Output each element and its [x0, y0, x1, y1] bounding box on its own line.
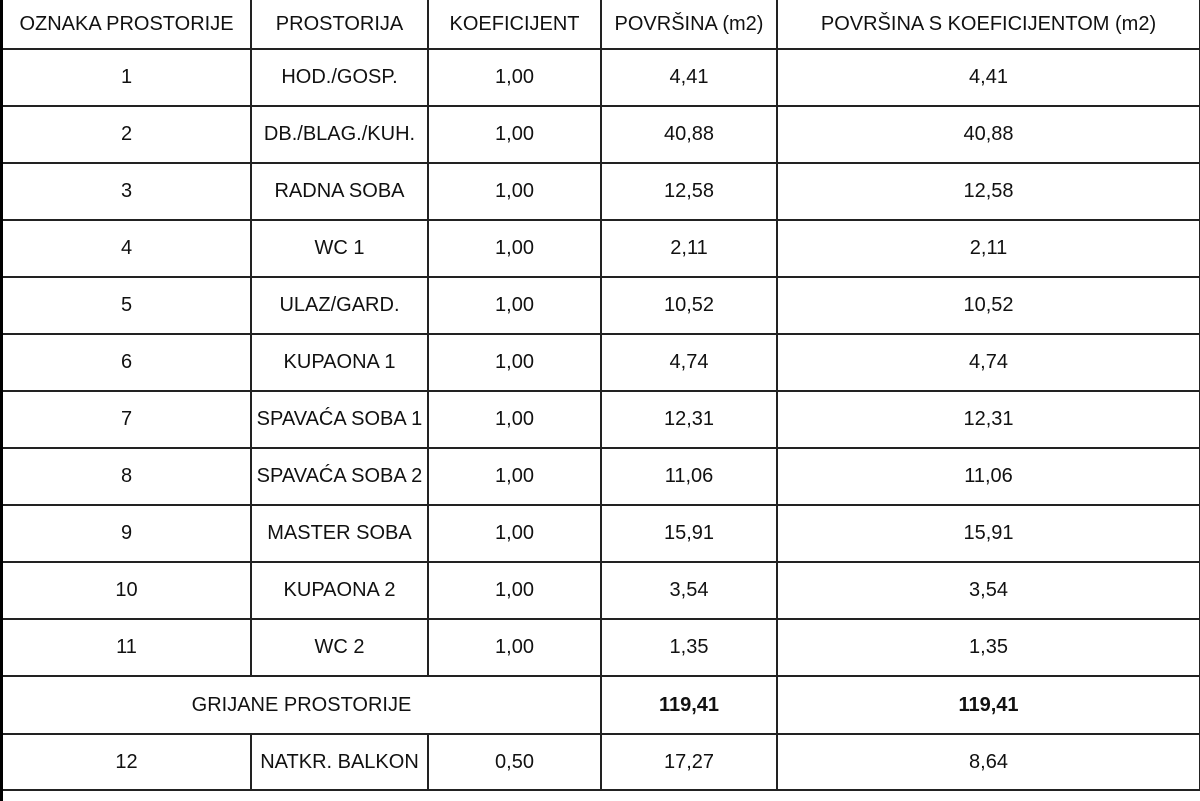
total-area: 119,41 [601, 676, 777, 734]
table-row [3, 277, 1200, 334]
room-name-cell: SPAVAĆA SOBA 2 [251, 448, 428, 505]
coefficient-cell: 1,00 [428, 49, 601, 106]
table-row [3, 734, 1200, 790]
area-coef-cell: 4,41 [777, 49, 1200, 106]
coefficient-cell: 1,00 [428, 391, 601, 448]
room-id-cell: 8 [3, 448, 251, 505]
room-id-cell: 2 [3, 106, 251, 163]
room-name-cell: MASTER SOBA [251, 505, 428, 562]
area-coef-cell: 12,58 [777, 163, 1200, 220]
room-id-cell: 4 [3, 220, 251, 277]
room-name-cell: KUPAONA 2 [251, 562, 428, 619]
total-area-coef: 119,41 [777, 676, 1200, 734]
header-area-coef: POVRŠINA S KOEFICIJENTOM (m2) [777, 0, 1200, 49]
room-name-cell: KUPAONA 1 [251, 334, 428, 391]
room-id-cell: 7 [3, 391, 251, 448]
area-coef-cell: 12,31 [777, 391, 1200, 448]
room-id-cell: 11 [3, 619, 251, 676]
coefficient-cell: 1,00 [428, 562, 601, 619]
area-cell: 17,27 [601, 734, 777, 790]
coefficient-cell: 1,00 [428, 505, 601, 562]
area-cell: 4,74 [601, 334, 777, 391]
table-row [3, 619, 1200, 676]
table-row [3, 562, 1200, 619]
area-cell: 12,58 [601, 163, 777, 220]
area-coef-cell: 3,54 [777, 562, 1200, 619]
area-cell: 12,31 [601, 391, 777, 448]
room-id-cell: 1 [3, 49, 251, 106]
area-cell: 4,41 [601, 49, 777, 106]
coefficient-cell: 1,00 [428, 277, 601, 334]
header-room-label: OZNAKA PROSTORIJE [3, 0, 251, 49]
room-name-cell: SPAVAĆA SOBA 1 [251, 391, 428, 448]
coefficient-cell: 1,00 [428, 448, 601, 505]
document-sheet [3, 0, 1200, 801]
area-coef-cell: 15,91 [777, 505, 1200, 562]
table-row [3, 334, 1200, 391]
area-coef-cell: 2,11 [777, 220, 1200, 277]
area-cell: 3,54 [601, 562, 777, 619]
area-coef-cell: 8,64 [777, 734, 1200, 790]
room-name-cell: NATKR. BALKON [251, 734, 428, 790]
total-label: GRIJANE PROSTORIJE [3, 676, 601, 734]
area-coef-cell: 11,06 [777, 448, 1200, 505]
room-name-cell: WC 1 [251, 220, 428, 277]
coefficient-cell: 1,00 [428, 619, 601, 676]
coefficient-cell: 1,00 [428, 334, 601, 391]
room-id-cell: 6 [3, 334, 251, 391]
table-header-row [3, 0, 1200, 49]
area-cell: 15,91 [601, 505, 777, 562]
table-row [3, 448, 1200, 505]
room-area-table [3, 0, 1200, 791]
table-row [3, 505, 1200, 562]
room-id-cell: 12 [3, 734, 251, 790]
table-row [3, 220, 1200, 277]
room-name-cell: HOD./GOSP. [251, 49, 428, 106]
total-row [3, 676, 1200, 734]
coefficient-cell: 1,00 [428, 220, 601, 277]
coefficient-cell: 1,00 [428, 106, 601, 163]
coefficient-cell: 1,00 [428, 163, 601, 220]
area-cell: 10,52 [601, 277, 777, 334]
header-room: PROSTORIJA [251, 0, 428, 49]
table-row [3, 391, 1200, 448]
area-coef-cell: 40,88 [777, 106, 1200, 163]
room-name-cell: DB./BLAG./KUH. [251, 106, 428, 163]
table-row [3, 163, 1200, 220]
room-id-cell: 5 [3, 277, 251, 334]
area-cell: 1,35 [601, 619, 777, 676]
room-name-cell: RADNA SOBA [251, 163, 428, 220]
area-coef-cell: 10,52 [777, 277, 1200, 334]
area-cell: 11,06 [601, 448, 777, 505]
table-row [3, 106, 1200, 163]
area-cell: 40,88 [601, 106, 777, 163]
room-id-cell: 10 [3, 562, 251, 619]
coefficient-cell: 0,50 [428, 734, 601, 790]
room-id-cell: 3 [3, 163, 251, 220]
area-cell: 2,11 [601, 220, 777, 277]
room-name-cell: WC 2 [251, 619, 428, 676]
header-area: POVRŠINA (m2) [601, 0, 777, 49]
room-name-cell: ULAZ/GARD. [251, 277, 428, 334]
area-coef-cell: 1,35 [777, 619, 1200, 676]
table-row [3, 49, 1200, 106]
area-coef-cell: 4,74 [777, 334, 1200, 391]
header-coefficient: KOEFICIJENT [428, 0, 601, 49]
room-id-cell: 9 [3, 505, 251, 562]
